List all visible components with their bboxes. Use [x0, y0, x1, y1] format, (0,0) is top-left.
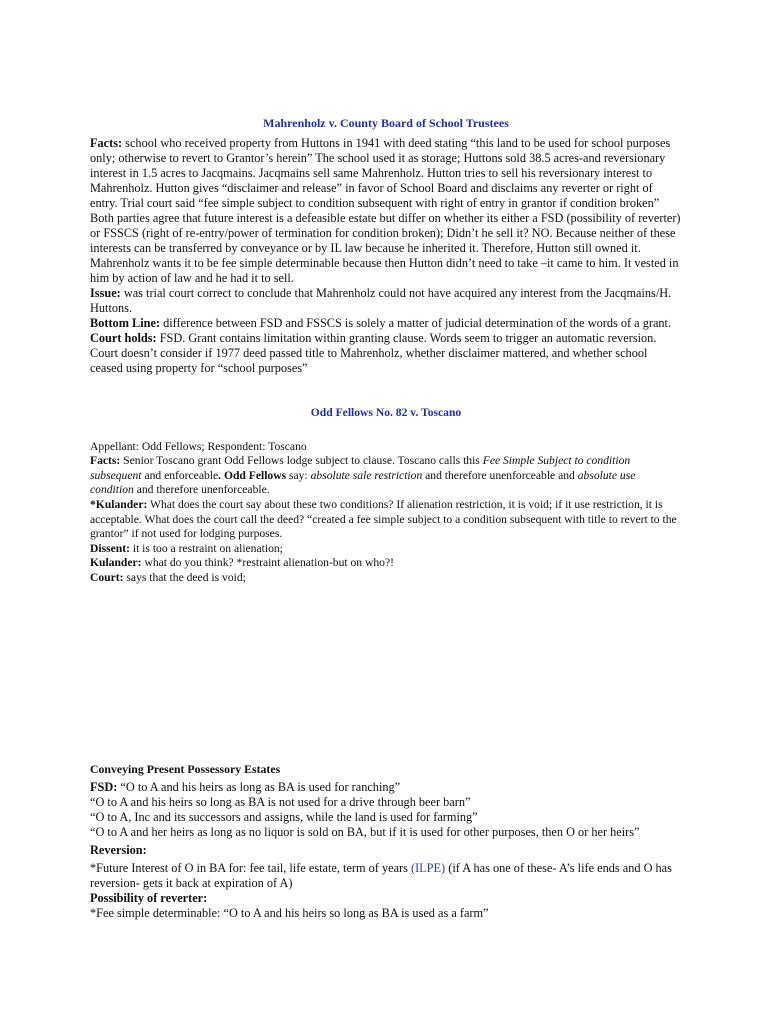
facts-label: Facts:: [90, 136, 123, 150]
fsscs-term: Fee Simple Subject to condition subsequent: [90, 454, 631, 482]
issue-paragraph: [90, 286, 682, 316]
court-holds-text: FSD. Grant contains limitation within granting clause. Words seem to trigger an automatic reversion. Court doesn’t consider if 1977 deed passed title to Mahrenholz, whether disclaimer mattered, and whether school ceased using property for “school purposes”: [90, 331, 657, 375]
case-mahrenholz: [90, 116, 682, 376]
case-title: Odd Fellows No. 82 v. Toscano: [310, 406, 462, 419]
issue-text: was trial court correct to conclude that Mahrenholz could not have acquired any interest from the Jacqmains/H. Huttons.: [90, 286, 672, 315]
possibility-label: Possibility of reverter:: [90, 891, 208, 905]
section-title: Conveying Present Possessory Estates: [90, 762, 281, 776]
court-text: says that the deed is void;: [126, 570, 246, 584]
case-odd-fellows: [90, 406, 682, 586]
reversion-paragraph: [90, 861, 682, 891]
facts-text: Senior Toscano grant Odd Fellows lodge subject to clause. Toscano calls this: [123, 454, 480, 468]
kulander-text: What does the court say about these two conditions? If alienation restriction, it is void; if it use restriction, it is acceptable. What does the court call the deed? “created a fee simple subject to a condition subsequent with title to revert to the grantor” if not used for lodging purposes.: [90, 497, 677, 541]
possibility-heading: [90, 891, 682, 906]
use-condition-term: absolute use condition: [90, 468, 636, 497]
odd-fellows-label: . Odd Fellows: [218, 468, 287, 482]
facts-text: and therefore unenforceable.: [136, 483, 270, 497]
court-paragraph: [90, 571, 682, 586]
issue-label: Issue:: [90, 286, 121, 300]
facts-text: say:: [289, 468, 308, 482]
fsd-example: “O to A and his heirs as long as BA is used for ranching”: [120, 780, 401, 794]
dissent-text: it is too a restraint on alienation;: [132, 541, 283, 555]
fsd-example: “O to A and her heirs as long as no liquor is sold on BA, but if it is used for other purposes, then O or her heirs”: [90, 825, 640, 839]
reversion-text: *Future Interest of O in BA for: fee tail, life estate, term of years: [90, 861, 408, 875]
court-label: Court:: [90, 570, 124, 584]
case-title: Mahrenholz v. County Board of School Trustees: [263, 116, 509, 130]
parties-line: Appellant: Odd Fellows; Respondent: Toscano: [90, 439, 307, 453]
fsd-example: “O to A and his heirs so long as BA is not used for a drive through beer barn”: [90, 795, 471, 809]
bottom-line-paragraph: [90, 316, 682, 331]
fsd-line: [90, 780, 682, 795]
facts-paragraph: [90, 454, 682, 498]
reversion-heading: [90, 843, 682, 858]
dissent-label: Dissent:: [90, 541, 130, 555]
facts-text: and enforceable: [144, 468, 219, 482]
fsd-label: FSD:: [90, 780, 118, 794]
facts-text: school who received property from Huttons in 1941 with deed stating “this land to be used for school purposes only; otherwise to revert to Grantor’s herein” The school used it as storage; Huttons sold 38.5 acres-and reversionary interest in 1.5 acres to Jacqmains. Jacqmains sell same Mahrenholz. Hutton tries to sell his reversionary interest to Mahrenholz. Hutton gives “disclaimer and release” in favor of School Board and disclaims any reverter or right of entry. Trial court said “fee simple subject to condition subsequent with right of entry in grantor if condition broken” Both parties agree that future interest is a defeasible estate but differ on whether its either a FSD (possibility of reverter) or FSSCS (right of re-entry/power of termination for condition broken); Didn’t he sell it? NO. Because neither of these interests can be transferred by conveyance or by IL law because he inherited it. Therefore, Hutton still owned it. Mahrenholz wants it to be fee simple determinable because then Hutton didn’t need to take –it came to him. It vested in him by action of law and he had it to sell.: [90, 136, 681, 285]
reversion-text: (if A has one of these- A’s life ends and O has reversion- gets it back at expiration of A): [90, 861, 672, 890]
facts-text: and therefore unenforceable and: [425, 468, 575, 482]
ilpe-link[interactable]: (ILPE): [410, 861, 446, 875]
conveying-section: [90, 762, 682, 921]
possibility-text: *Fee simple determinable: “O to A and his heirs so long as BA is used as a farm”: [90, 906, 489, 920]
court-holds-paragraph: [90, 331, 682, 376]
kulander-paragraph: [90, 498, 682, 542]
court-holds-label: Court holds:: [90, 331, 157, 345]
dissent-paragraph: [90, 542, 682, 557]
sale-restriction-term: absolute sale restriction: [310, 468, 423, 482]
kulander-text: what do you think? *restraint alienation-but on who?!: [144, 556, 394, 570]
kulander-paragraph: [90, 556, 682, 571]
reversion-label: Reversion:: [90, 843, 147, 857]
bottom-line-label: Bottom Line:: [90, 316, 161, 330]
fsd-example: “O to A, Inc and its successors and assigns, while the land is used for farming”: [90, 810, 478, 824]
facts-paragraph: [90, 136, 682, 286]
bottom-line-text: difference between FSD and FSSCS is solely a matter of judicial determination of the words of a grant.: [163, 316, 672, 330]
kulander-label: *Kulander:: [90, 497, 148, 511]
facts-label: Facts:: [90, 454, 121, 468]
kulander-label: Kulander:: [90, 556, 142, 570]
